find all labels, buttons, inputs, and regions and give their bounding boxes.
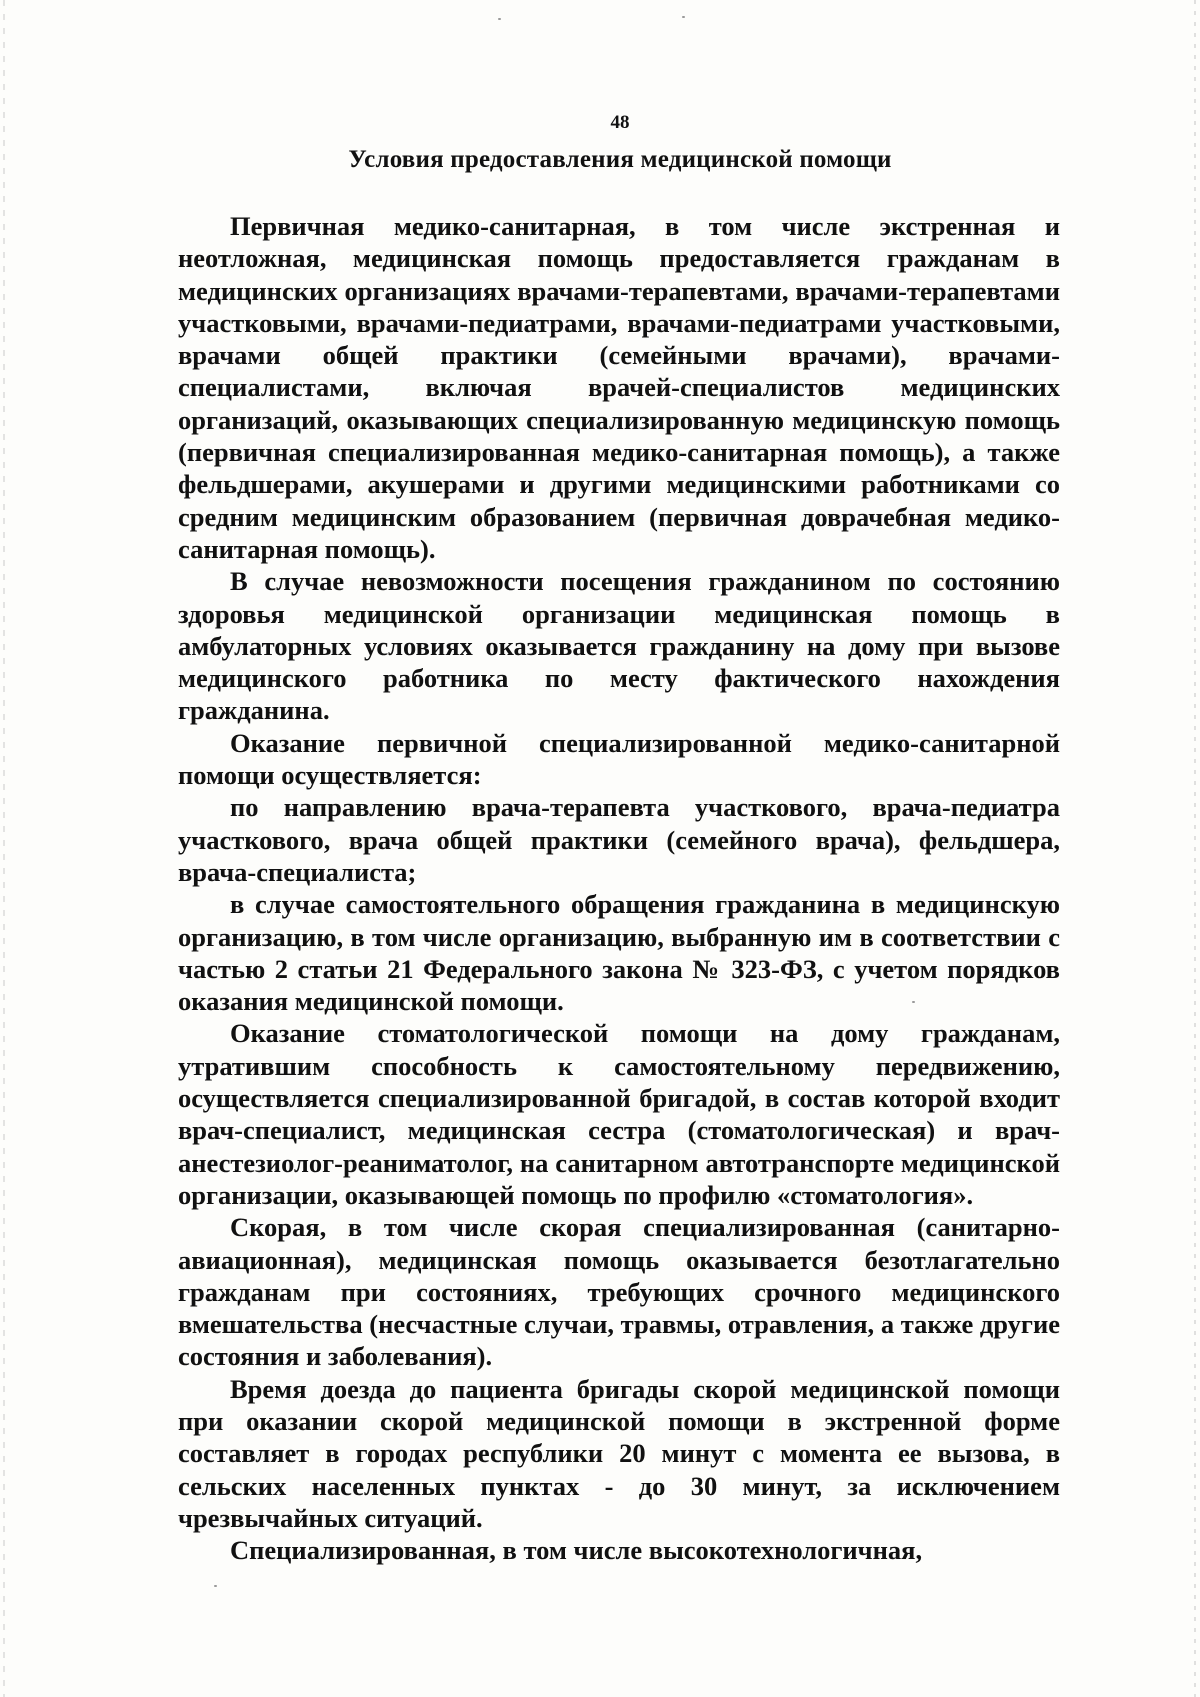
paragraph: Первичная медико-санитарная, в том числе экстренная и неотложная, медицинская помощь предоставляется гражданам в медицинских организациях врачами-терапевтами, врачами-терапевтами участковыми, врачами-педиатрами, врачами-педиатрами участковыми, врачами общей практики (семейными врачами), врачами-специалистами, включая врачей-специалистов медицинских организаций, оказывающих специализированную медицинскую помощь (первичная специализированная медико-санитарная помощь), а также фельдшерами, акушерами и другими медицинскими работниками со средним медицинским образованием (первичная доврачебная медико-санитарная помощь). (178, 211, 1060, 564)
scan-speck (214, 1585, 217, 1587)
page-number: 48 (610, 112, 630, 133)
document-body (178, 210, 1060, 1566)
paragraph: Скорая, в том числе скорая специализированная (санитарно-авиационная), медицинская помощь оказывается безотлагательно гражданам при состояниях, требующих срочного медицинского вмешательства (несчастные случаи, травмы, отравления, а также другие состояния и заболевания). (178, 1212, 1060, 1372)
scan-speck (682, 16, 685, 18)
paragraph: по направлению врача-терапевта участкового, врача-педиатра участкового, врача общей практики (семейного врача), фельдшера, врача-специалиста; (178, 792, 1060, 887)
page-title: Условия предоставления медицинской помощи (348, 146, 892, 173)
paragraph: В случае невозможности посещения гражданином по состоянию здоровья медицинской организации медицинская помощь в амбулаторных условиях оказывается гражданину на дому при вызове медицинского работника по месту фактического нахождения гражданина. (178, 566, 1060, 726)
scan-edge-left (3, 0, 5, 1697)
scan-edge-right (1194, 0, 1196, 1697)
paragraph: Оказание стоматологической помощи на дому гражданам, утратившим способность к самостоятельному передвижению, осуществляется специализированной бригадой, в состав которой входит врач-специалист, медицинская сестра (стоматологическая) и врач-анестезиолог-реаниматолог, на санитарном автотранспорте медицинской организации, оказывающей помощь по профилю «стоматология». (178, 1018, 1060, 1210)
scan-speck (498, 18, 501, 20)
paragraph: Специализированная, в том числе высокотехнологичная, (230, 1535, 923, 1566)
paragraph: Время доезда до пациента бригады скорой медицинской помощи при оказании скорой медицинской помощи в экстренной форме составляет в городах республики 20 минут с момента ее вызова, в сельских населенных пунктах - до 30 минут, за исключением чрезвычайных ситуаций. (178, 1373, 1060, 1533)
paragraph: Оказание первичной специализированной медико-санитарной помощи осуществляется: (178, 727, 1060, 791)
paragraph: в случае самостоятельного обращения гражданина в медицинскую организацию, в том числе организацию, выбранную им в соответствии с частью 2 статьи 21 Федерального закона № 323-ФЗ, с учетом порядков оказания медицинской помощи. (178, 889, 1060, 1017)
